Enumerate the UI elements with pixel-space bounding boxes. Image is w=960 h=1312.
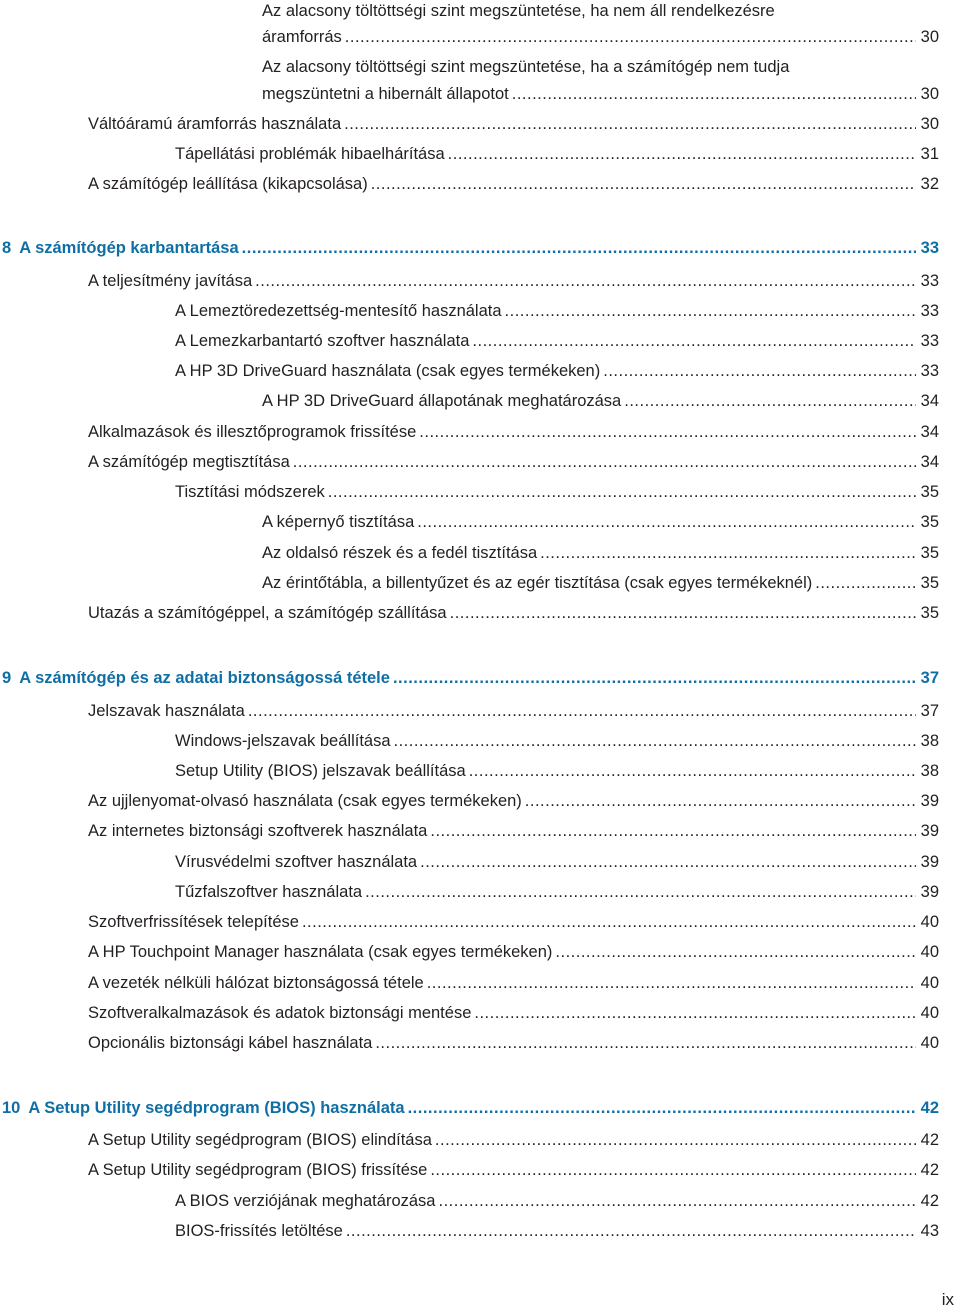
toc-entry[interactable] <box>262 386 939 416</box>
toc-entry[interactable] <box>262 22 939 52</box>
toc-entry-page: 40 <box>920 943 939 961</box>
toc-entry-title: Jelszavak használata <box>88 702 245 720</box>
page-number: ix <box>941 1290 954 1309</box>
chapter-number: 10 <box>2 1099 21 1117</box>
toc-entry[interactable] <box>88 447 939 477</box>
toc-entry-page: 32 <box>920 175 939 193</box>
toc-entry-title: Windows-jelszavak beállítása <box>175 732 391 750</box>
toc-entry-page: 39 <box>920 853 939 871</box>
dot-leader <box>393 663 916 693</box>
dot-leader <box>448 139 916 169</box>
toc-entry-title: Utazás a számítógéppel, a számítógép szállítása <box>88 604 447 622</box>
toc-entry[interactable] <box>88 998 939 1028</box>
dot-leader <box>469 756 916 786</box>
toc-entry-title: BIOS-frissítés letöltése <box>175 1222 343 1240</box>
toc-entry-page: 42 <box>920 1099 939 1117</box>
toc-entry-page: 40 <box>920 913 939 931</box>
toc-entry-title: A HP 3D DriveGuard állapotának meghatározása <box>262 392 622 410</box>
dot-leader <box>345 22 916 52</box>
toc-entry-page: 33 <box>920 239 939 257</box>
toc-entry-page: 39 <box>920 822 939 840</box>
toc-entry-page: 33 <box>920 332 939 350</box>
toc-entry[interactable] <box>175 756 939 786</box>
toc-entry[interactable] <box>88 786 939 816</box>
toc-entry[interactable] <box>88 169 939 199</box>
toc-entry[interactable] <box>88 816 939 846</box>
toc-entry[interactable] <box>175 477 939 507</box>
dot-leader <box>472 326 916 356</box>
dot-leader <box>603 356 916 386</box>
toc-entry-page: 31 <box>920 145 939 163</box>
toc-entry-page: 30 <box>920 85 939 103</box>
toc-entry-title: A képernyő tisztítása <box>262 513 415 531</box>
toc-entry[interactable] <box>175 139 939 169</box>
toc-entry-page: 34 <box>920 392 939 410</box>
toc-entry-title-line: Az alacsony töltöttségi szint megszüntetése, ha nem áll rendelkezésre <box>262 2 775 20</box>
toc-entry-page: 40 <box>920 1004 939 1022</box>
toc-entry-title: Váltóáramú áramforrás használata <box>88 115 342 133</box>
dot-leader <box>365 877 916 907</box>
toc-entry-page: 33 <box>920 362 939 380</box>
toc-entry-page: 33 <box>920 272 939 290</box>
toc-entry[interactable] <box>88 1028 939 1058</box>
dot-leader <box>505 296 916 326</box>
toc-entry-title: Az oldalsó részek és a fedél tisztítása <box>262 544 538 562</box>
toc-entry-title: A Lemeztöredezettség-mentesítő használata <box>175 302 502 320</box>
toc-entry-title: A BIOS verziójának meghatározása <box>175 1192 436 1210</box>
toc-entry[interactable] <box>262 79 939 109</box>
toc-entry[interactable] <box>262 568 939 598</box>
toc-entry-page: 40 <box>920 974 939 992</box>
toc-entry-title: Vírusvédelmi szoftver használata <box>175 853 418 871</box>
dot-leader <box>427 968 916 998</box>
dot-leader <box>419 417 916 447</box>
dot-leader <box>435 1125 916 1155</box>
toc-entry-page: 35 <box>920 483 939 501</box>
dot-leader <box>430 1155 916 1185</box>
toc-entry-page: 35 <box>920 574 939 592</box>
toc-entry-page: 43 <box>920 1222 939 1240</box>
dot-leader <box>293 447 916 477</box>
toc-entry[interactable] <box>175 356 939 386</box>
toc-chapter-entry[interactable] <box>2 1093 939 1123</box>
toc-entry-page: 35 <box>920 513 939 531</box>
toc-entry-title: A Setup Utility segédprogram (BIOS) frissítése <box>88 1161 428 1179</box>
toc-entry-page: 39 <box>920 792 939 810</box>
toc-entry[interactable] <box>88 598 939 628</box>
toc-entry-page: 38 <box>920 762 939 780</box>
toc-entry-title: Tápellátási problémák hibaelhárítása <box>175 145 445 163</box>
dot-leader <box>394 726 916 756</box>
toc-entry[interactable] <box>88 968 939 998</box>
toc-entry-title: Szoftveralkalmazások és adatok biztonsági mentése <box>88 1004 472 1022</box>
dot-leader <box>555 937 916 967</box>
dot-leader <box>302 907 916 937</box>
toc-entry[interactable] <box>88 907 939 937</box>
toc-entry[interactable] <box>175 296 939 326</box>
toc-entry[interactable] <box>175 1216 939 1246</box>
toc-entry-title: Szoftverfrissítések telepítése <box>88 913 299 931</box>
toc-entry[interactable] <box>88 937 939 967</box>
toc-entry-page: 42 <box>920 1192 939 1210</box>
toc-entry[interactable] <box>88 1125 939 1155</box>
toc-entry-title: Az ujjlenyomat-olvasó használata (csak egyes termékeken) <box>88 792 522 810</box>
toc-entry-title: Az internetes biztonsági szoftverek használata <box>88 822 428 840</box>
toc-entry-title: A számítógép megtisztítása <box>88 453 290 471</box>
toc-chapter-title: A számítógép karbantartása <box>19 239 239 257</box>
dot-leader <box>408 1093 916 1123</box>
toc-entry-page: 34 <box>920 453 939 471</box>
toc-entry[interactable] <box>88 696 939 726</box>
toc-entry-title: A Lemezkarbantartó szoftver használata <box>175 332 470 350</box>
toc-entry-title: megszüntetni a hibernált állapotot <box>262 85 509 103</box>
toc-entry-page: 35 <box>920 544 939 562</box>
dot-leader <box>375 1028 916 1058</box>
toc-entry[interactable] <box>175 326 939 356</box>
dot-leader <box>540 538 916 568</box>
toc-entry-page: 33 <box>920 302 939 320</box>
dot-leader <box>624 386 916 416</box>
toc-entry[interactable] <box>175 1186 939 1216</box>
dot-leader <box>815 568 916 598</box>
toc-entry[interactable] <box>262 507 939 537</box>
dot-leader <box>420 847 916 877</box>
toc-entry-page: 39 <box>920 883 939 901</box>
toc-entry-title: áramforrás <box>262 28 342 46</box>
toc-entry-title: A HP 3D DriveGuard használata (csak egyes termékeken) <box>175 362 601 380</box>
toc-entry[interactable] <box>88 417 939 447</box>
toc-chapter-title: A Setup Utility segédprogram (BIOS) használata <box>28 1099 405 1117</box>
toc-chapter-title: A számítógép és az adatai biztonságossá tétele <box>19 669 390 687</box>
toc-entry-page: 30 <box>920 28 939 46</box>
dot-leader <box>248 696 916 726</box>
toc-chapter-entry[interactable] <box>2 663 939 693</box>
dot-leader <box>438 1186 916 1216</box>
toc-entry-page: 35 <box>920 604 939 622</box>
dot-leader <box>512 79 916 109</box>
toc-entry-title-line: Az alacsony töltöttségi szint megszüntetése, ha a számítógép nem tudja <box>262 58 790 76</box>
toc-entry-page: 40 <box>920 1034 939 1052</box>
dot-leader <box>430 816 916 846</box>
toc-entry-title: A számítógép leállítása (kikapcsolása) <box>88 175 368 193</box>
chapter-number: 9 <box>2 669 12 687</box>
toc-entry[interactable] <box>175 847 939 877</box>
toc-entry-title: Alkalmazások és illesztőprogramok frissítése <box>88 423 417 441</box>
dot-leader <box>417 507 916 537</box>
toc-entry-page: 38 <box>920 732 939 750</box>
toc-entry[interactable] <box>175 726 939 756</box>
toc-entry[interactable] <box>88 1155 939 1185</box>
dot-leader <box>450 598 916 628</box>
toc-entry[interactable] <box>88 109 939 139</box>
dot-leader <box>474 998 916 1028</box>
toc-entry[interactable] <box>88 266 939 296</box>
toc-entry-page: 34 <box>920 423 939 441</box>
toc-entry[interactable] <box>262 538 939 568</box>
toc-entry-title: A HP Touchpoint Manager használata (csak egyes termékeken) <box>88 943 553 961</box>
toc-entry-title: Opcionális biztonsági kábel használata <box>88 1034 373 1052</box>
dot-leader <box>346 1216 916 1246</box>
chapter-number: 8 <box>2 239 12 257</box>
dot-leader <box>242 233 916 263</box>
dot-leader <box>328 477 916 507</box>
toc-entry-page: 42 <box>920 1131 939 1149</box>
dot-leader <box>344 109 916 139</box>
toc-entry[interactable] <box>175 877 939 907</box>
dot-leader <box>371 169 916 199</box>
toc-entry-title: A Setup Utility segédprogram (BIOS) elindítása <box>88 1131 432 1149</box>
toc-chapter-entry[interactable] <box>2 233 939 263</box>
toc-entry-page: 42 <box>920 1161 939 1179</box>
toc-entry-page: 37 <box>920 702 939 720</box>
toc-entry-title: Az érintőtábla, a billentyűzet és az egér tisztítása (csak egyes termékeknél) <box>262 574 813 592</box>
toc-entry-title: A teljesítmény javítása <box>88 272 253 290</box>
toc-entry-title: Tűzfalszoftver használata <box>175 883 363 901</box>
toc-entry-title: Setup Utility (BIOS) jelszavak beállítása <box>175 762 466 780</box>
toc-entry-title: Tisztítási módszerek <box>175 483 325 501</box>
toc-entry-page: 30 <box>920 115 939 133</box>
toc-entry-title: A vezeték nélküli hálózat biztonságossá tétele <box>88 974 424 992</box>
dot-leader <box>525 786 916 816</box>
dot-leader <box>255 266 916 296</box>
toc-entry-page: 37 <box>920 669 939 687</box>
